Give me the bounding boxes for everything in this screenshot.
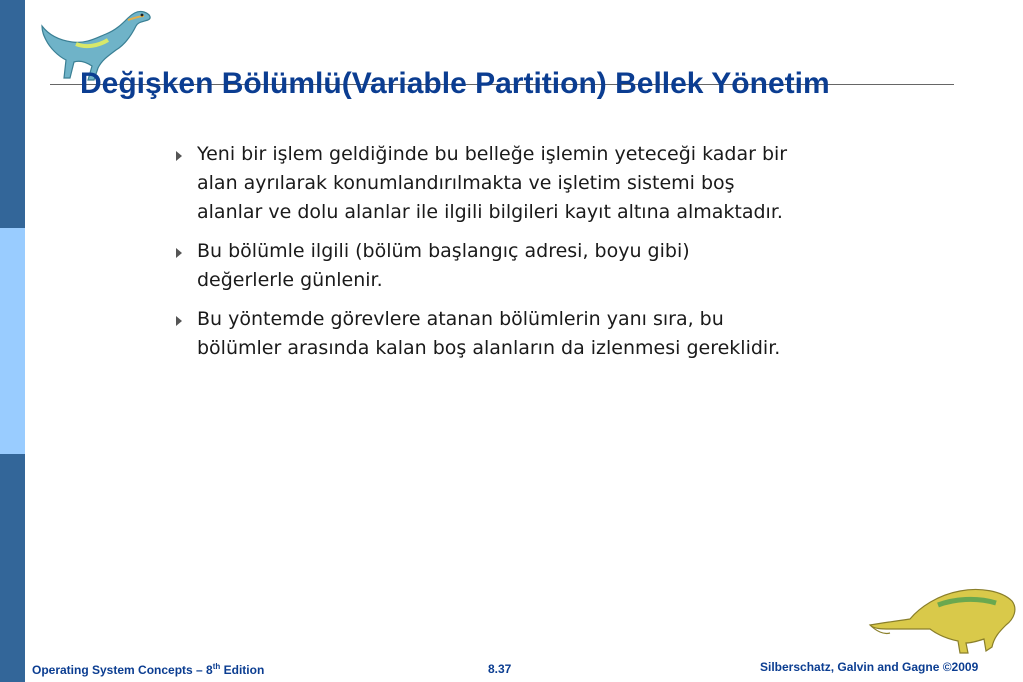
list-item: [172, 237, 792, 295]
bullet-list: [172, 140, 792, 373]
sidebar-stripe-light: [0, 228, 25, 454]
list-item: [172, 140, 792, 227]
footer-copyright: Silberschatz, Galvin and Gagne ©2009: [760, 660, 979, 674]
list-item: [172, 305, 792, 363]
bullet-text: Yeni bir işlem geldiğinde bu belleğe işlemin yeteceği kadar bir alan ayrılarak konumlandırılmakta ve işletim sistemi boş alanlar ve dolu alanlar ile ilgili bilgileri kayıt altına almaktadır.: [197, 143, 788, 223]
dinosaur-icon: [868, 585, 1018, 657]
bullet-text: Bu yöntemde görevlere atanan bölümlerin yanı sıra, bu bölümler arasında kalan boş alanların da izlenmesi gereklidir.: [197, 308, 781, 359]
slide-title: Değişken Bölümlü(Variable Partition) Bellek Yönetim: [80, 67, 830, 100]
bullet-arrow-icon: [176, 151, 182, 161]
footer-book-title: Operating System Concepts – 8th Edition: [32, 662, 265, 677]
bullet-arrow-icon: [176, 316, 182, 326]
footer-page-number: 8.37: [488, 662, 512, 676]
bullet-arrow-icon: [176, 248, 182, 258]
bullet-text: Bu bölümle ilgili (bölüm başlangıç adresi, boyu gibi) değerlerle günlenir.: [197, 240, 690, 291]
